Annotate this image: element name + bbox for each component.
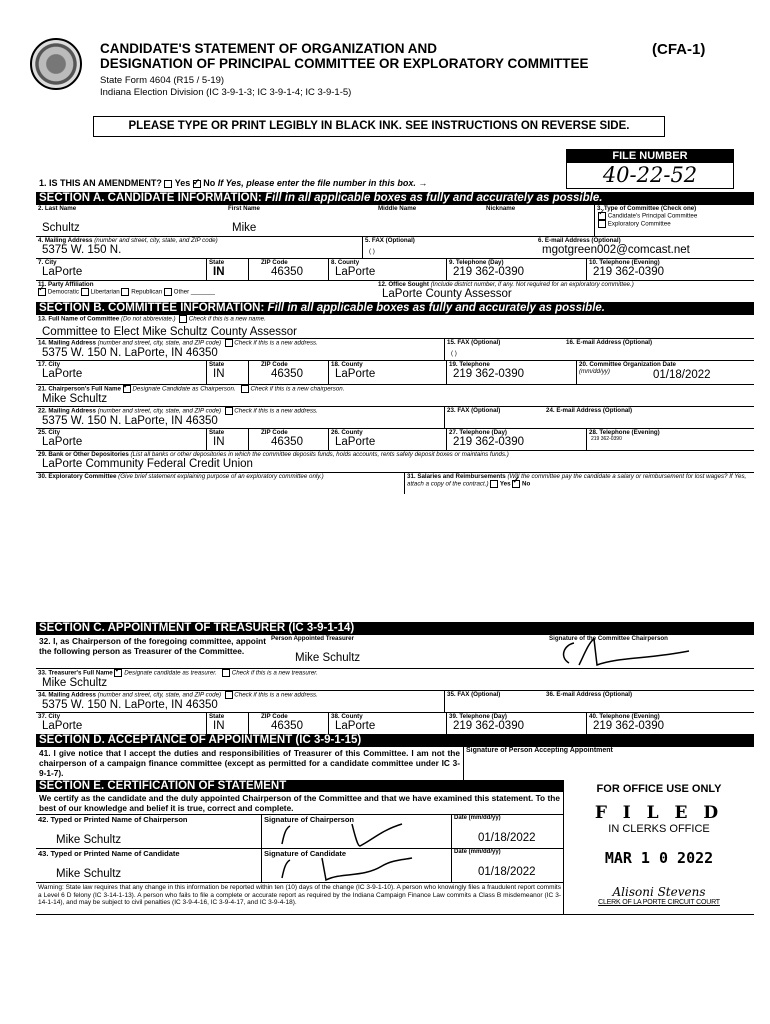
office-sought-label: 12. Office Sought	[378, 281, 429, 288]
party-democratic-label: Democratic	[47, 288, 80, 296]
amendment-yes-label: Yes	[174, 178, 191, 188]
clerk-signature: Alisoni Stevens	[612, 885, 706, 899]
candidate-name-row	[36, 204, 754, 236]
chair-mailing-field[interactable]: 5375 W. 150 N. LaPorte, IN 46350	[42, 415, 218, 427]
bank-label: 29. Bank or Other Depositories	[38, 451, 129, 458]
form-subtitle: State Form 4604 (R15 / 5-19) Indiana Election Division (IC 3-9-1-3; IC 3-9-1-4; IC 3-9-1-5)	[100, 75, 352, 98]
candidate-sig-label: Signature of Candidate	[264, 849, 347, 858]
county-label: 8. County	[331, 259, 360, 266]
chair-printed-name-label: 42. Typed or Printed Name of Chairperson	[38, 815, 188, 824]
appointment-statement: 32. I, as Chairperson of the foregoing committee, appoint the following person as Treasurer of the Committee.	[39, 636, 266, 656]
treasurer-county-label: 38. County	[331, 713, 363, 720]
arrow-icon: →	[418, 178, 428, 188]
chair-mailing-row: 22. Mailing Address (number and street, city, state, and ZIP code) Check if this is a new address. 5375 W. 150 N. LaPorte, IN 46350 23. FAX (Optional) 24. E-mail Address (Optional)	[36, 406, 754, 428]
candidate-date-label: Date (mm/dd/yy)	[454, 849, 501, 855]
amendment-note: If Yes, please enter the file number in this box.	[217, 178, 416, 188]
instructions-banner: PLEASE TYPE OR PRINT LEGIBLY IN BLACK INK. SEE INSTRUCTIONS ON REVERSE SIDE.	[93, 116, 665, 137]
principal-committee-label: Candidate's Principal Committee	[607, 212, 698, 220]
chairperson-row: 21. Chairperson's Full Name ✓ Designate Candidate as Chairperson. Check if this is a new chairperson. Mike Schultz	[36, 384, 754, 406]
committee-name-label: 13. Full Name of Committee	[38, 315, 120, 323]
party-democratic-checkbox[interactable]	[38, 288, 46, 296]
chair-telephone-evening-label: 28. Telephone (Evening)	[589, 429, 660, 436]
appointed-treasurer-field[interactable]: Mike Schultz	[295, 652, 361, 664]
chair-city-field[interactable]: LaPorte	[42, 436, 83, 448]
chair-certification-signature[interactable]	[262, 820, 451, 848]
acceptance-signature-label: Signature of Person Accepting Appointment	[466, 747, 613, 754]
chair-email-label: 24. E-mail Address (Optional)	[546, 407, 633, 414]
committee-city-field[interactable]: LaPorte	[42, 368, 83, 380]
treasurer-county-field[interactable]: LaPorte	[335, 720, 376, 732]
chair-signature[interactable]	[549, 637, 709, 667]
exploratory-label: 30. Exploratory Committee	[38, 473, 117, 480]
chair-mailing-label: 22. Mailing Address	[38, 407, 96, 415]
chair-county-field[interactable]: LaPorte	[335, 436, 376, 448]
section-c-header: SECTION C. APPOINTMENT OF TREASURER (IC 3-9-1-14)	[36, 622, 754, 634]
treasurer-city-row	[36, 712, 754, 734]
chair-telephone-evening-field[interactable]: 219 362-0390	[591, 436, 622, 442]
amendment-no-label: No	[203, 178, 216, 188]
chair-county-label: 26. County	[331, 429, 363, 436]
amendment-row	[36, 172, 566, 192]
chair-telephone-day-label: 27. Telephone (Day)	[449, 429, 507, 436]
middle-name-label: Middle Name	[378, 205, 417, 212]
committee-new-name-checkbox[interactable]	[179, 315, 187, 323]
party-republican-label: Republican	[131, 288, 163, 296]
organization-date-field[interactable]: 01/18/2022	[653, 369, 711, 381]
acceptance-row	[36, 746, 754, 780]
treasurer-state-label: State	[209, 713, 225, 720]
committee-zip-field[interactable]: 46350	[271, 368, 303, 380]
mailing-address-label: 4. Mailing Address	[38, 237, 93, 244]
chair-city-label: 25. City	[38, 429, 61, 436]
first-name-field[interactable]: Mike	[232, 222, 257, 234]
certification-statement: We certify as the candidate and the duly appointed Chairperson of the Committee and that we have examined this statement. To the best of our knowledge and belief it is true, correct and complete.	[39, 793, 560, 813]
treasurer-row: 33. Treasurer's Full Name ✓ Designate candidate as treasurer. Check if this is a new treasurer. Mike Schultz	[36, 668, 754, 690]
section-b-header: SECTION B. COMMITTEE INFORMATION: Fill in all applicable boxes as fully and accurately as possible.	[36, 302, 754, 314]
committee-telephone-label: 19. Telephone	[449, 361, 490, 368]
telephone-evening-field[interactable]: 219 362-0390	[593, 266, 664, 278]
certification-row	[36, 792, 563, 814]
chair-telephone-day-field[interactable]: 219 362-0390	[453, 436, 524, 448]
party-label: 11. Party Affiliation	[38, 281, 94, 288]
amendment-yes-checkbox[interactable]	[164, 180, 172, 188]
last-name-label: 2. Last Name	[38, 205, 77, 212]
candidate-certification-row	[36, 848, 563, 882]
filed-date-stamp: MAR 1 0 2022	[604, 849, 714, 867]
email-field[interactable]: mgotgreen002@comcast.net	[542, 244, 690, 256]
chair-certification-row	[36, 814, 563, 848]
committee-mailing-label: 14. Mailing Address	[38, 339, 96, 347]
email-label: 6. E-mail Address (Optional)	[538, 237, 621, 244]
treasurer-city-field[interactable]: LaPorte	[42, 720, 83, 732]
amendment-no-checkbox[interactable]	[193, 180, 201, 188]
city-field[interactable]: LaPorte	[42, 266, 83, 278]
filed-stamp: F I L E D	[594, 803, 724, 823]
committee-county-field[interactable]: LaPorte	[335, 368, 376, 380]
zip-label: ZIP Code	[261, 259, 288, 266]
clerk-office-stamp: IN CLERKS OFFICE	[608, 823, 710, 835]
committee-fax-label: 15. FAX (Optional)	[447, 339, 501, 346]
committee-telephone-field[interactable]: 219 362-0390	[453, 368, 524, 380]
candidate-city-row	[36, 258, 754, 280]
exploratory-committee-label: Exploratory Committee	[607, 220, 671, 228]
form-code: (CFA-1)	[652, 41, 706, 58]
fax-field[interactable]: ( )	[369, 248, 375, 255]
chair-date-field[interactable]: 01/18/2022	[478, 832, 536, 844]
office-sought-field[interactable]: LaPorte County Assessor	[382, 288, 512, 300]
form-title: CANDIDATE'S STATEMENT OF ORGANIZATION AND DESIGNATION OF PRINCIPAL COMMITTEE OR EXPLORATORY COMMITTEE	[100, 41, 589, 71]
candidate-signature[interactable]	[262, 854, 451, 882]
chair-zip-field[interactable]: 46350	[271, 436, 303, 448]
committee-name-row: 13. Full Name of Committee (Do not abbreviate.) Check if this is a new name. Committee to Elect Mike Schultz County Assessor	[36, 314, 754, 338]
committee-email-label: 16. E-mail Address (Optional)	[566, 339, 653, 346]
chair-date-label: Date (mm/dd/yy)	[454, 815, 501, 821]
committee-new-address-checkbox[interactable]	[225, 339, 233, 347]
party-libertarian-label: Libertarian	[90, 288, 120, 296]
file-number-value[interactable]: 40-22-52	[602, 163, 698, 187]
salary-yes-label: Yes	[499, 480, 511, 488]
section-d-header: SECTION D. ACCEPTANCE OF APPOINTMENT (IC 3-9-1-15)	[36, 734, 754, 746]
bank-row: 29. Bank or Other Depositories (List all banks or other depositories in which the committee deposits funds, holds accounts, rents safety deposit boxes or maintains funds.) LaPorte Community Federal Credit Union	[36, 450, 754, 472]
treasurer-zip-label: ZIP Code	[261, 713, 288, 720]
chair-sig-label: Signature of Chairperson	[264, 815, 355, 824]
state-seal-icon	[30, 38, 82, 90]
chair-fax-label: 23. FAX (Optional)	[447, 407, 501, 414]
state-label: State	[209, 259, 225, 266]
salary-no-label: No	[522, 480, 531, 488]
chairperson-field[interactable]: Mike Schultz	[42, 393, 108, 405]
appointed-treasurer-label: Person Appointed Treasurer	[271, 635, 354, 642]
section-a-header: SECTION A. CANDIDATE INFORMATION: Fill in all applicable boxes as fully and accurately as possible.	[36, 192, 754, 204]
candidate-printed-name-label: 43. Typed or Printed Name of Candidate	[38, 849, 180, 858]
section-e-header: SECTION E. CERTIFICATION OF STATEMENT	[36, 780, 563, 792]
chair-city-row	[36, 428, 754, 450]
treasurer-fax-label: 35. FAX (Optional)	[447, 691, 501, 698]
treasurer-city-label: 37. City	[38, 713, 61, 720]
treasurer-new-checkbox[interactable]	[222, 669, 230, 677]
treasurer-email-label: 36. E-mail Address (Optional)	[546, 691, 633, 698]
telephone-day-field[interactable]: 219 362-0390	[453, 266, 524, 278]
organization-date-format: (mm/dd/yy)	[579, 368, 610, 375]
office-use-label: FOR OFFICE USE ONLY	[596, 783, 722, 795]
party-other-label: Other _______	[173, 288, 215, 296]
committee-type-label: 3. Type of Committee (Check one)	[597, 205, 697, 212]
city-label: 7. City	[38, 259, 57, 266]
form-body	[36, 172, 754, 1014]
treasurer-telephone-day-field[interactable]: 219 362-0390	[453, 720, 524, 732]
treasurer-mailing-field[interactable]: 5375 W. 150 N. LaPorte, IN 46350	[42, 699, 218, 711]
treasurer-designate-checkbox[interactable]	[114, 669, 122, 677]
acceptance-statement: 41. I give notice that I accept the duties and responsibilities of Treasurer of this Committee. I am not the chairperson of a campaign finance committee (except as permitted for a candidate committee under IC 3-9-1-7).	[39, 748, 460, 778]
telephone-evening-label: 10. Telephone (Evening)	[589, 259, 660, 266]
treasurer-mailing-row: 34. Mailing Address (number and street, city, state, and ZIP code) Check if this is a new address. 5375 W. 150 N. LaPorte, IN 46350 35. FAX (Optional) 36. E-mail Address (Optional)	[36, 690, 754, 712]
treasurer-field[interactable]: Mike Schultz	[42, 677, 108, 689]
treasurer-mailing-label: 34. Mailing Address	[38, 691, 96, 699]
salary-yes-checkbox[interactable]	[490, 480, 498, 488]
chair-state-label: State	[209, 429, 225, 436]
party-office-row: 11. Party Affiliation ✓ Democratic Libertarian Republican Other _______ 12. Office Sought (Include district number, if any. Not required for an exploratory committee.) LaPorte County Assessor	[36, 280, 754, 302]
fax-label: 5. FAX (Optional)	[365, 237, 415, 244]
office-use-box	[563, 780, 754, 914]
chair-zip-label: ZIP Code	[261, 429, 288, 436]
committee-city-label: 17. City	[38, 361, 61, 368]
candidate-date-field[interactable]: 01/18/2022	[478, 866, 536, 878]
state-field[interactable]: IN	[213, 266, 225, 278]
committee-state-field[interactable]: IN	[213, 368, 225, 380]
organization-date-label: 20. Committee Organization Date	[579, 361, 676, 368]
appointment-row	[36, 634, 754, 668]
chair-new-checkbox[interactable]	[241, 385, 249, 393]
chair-designate-checkbox[interactable]	[123, 385, 131, 393]
treasurer-zip-field[interactable]: 46350	[271, 720, 303, 732]
exploratory-row: 30. Exploratory Committee (Give brief statement explaining purpose of an exploratory committee only.) 31. Salaries and Reimbursements (Will the committee pay the candidate a salary or reimbursement for lost wages? If Yes, attach a copy of the contract.) Yes ✓ No	[36, 472, 754, 494]
last-name-field[interactable]: Schultz	[42, 222, 80, 234]
salary-no-checkbox[interactable]	[512, 480, 520, 488]
treasurer-state-field[interactable]: IN	[213, 720, 225, 732]
party-other-checkbox[interactable]	[164, 288, 172, 296]
treasurer-telephone-evening-field[interactable]: 219 362-0390	[593, 720, 664, 732]
treasurer-new-address-checkbox[interactable]	[225, 691, 233, 699]
zip-field[interactable]: 46350	[271, 266, 303, 278]
committee-fax-field[interactable]: ( )	[451, 350, 457, 357]
salary-label: 31. Salaries and Reimbursements	[407, 473, 506, 480]
county-field[interactable]: LaPorte	[335, 266, 376, 278]
candidate-printed-name-field[interactable]: Mike Schultz	[56, 868, 122, 880]
chair-printed-name-field[interactable]: Mike Schultz	[56, 834, 122, 846]
clerk-title: CLERK OF LA PORTE CIRCUIT COURT	[598, 899, 720, 906]
chair-state-field[interactable]: IN	[213, 436, 225, 448]
committee-county-label: 18. County	[331, 361, 363, 368]
form-bottom-border	[36, 914, 754, 915]
chair-signature-label: Signature of the Committee Chairperson	[549, 635, 668, 642]
warning-text: Warning: State law requires that any change in this information be reported within ten (10) days of the change (IC 3-9-1-10). A person who knowingly files a fraudulent report commits a Level 6 D felony (IC 3-14-1-13). A person who fails to file a complete or accurate report as required by the Indiana Campaign Finance Law commits a Class B misdemeanor (IC 3-14-1-14), and may be subject to civil penalties (IC 3-9-4-16, IC 3-9-4-17, and IC 3-9-4-18).	[38, 884, 561, 906]
warning-row	[36, 882, 563, 914]
committee-mailing-row: 14. Mailing Address (number and street, city, state, and ZIP code) Check if this is a new address. 5375 W. 150 N. LaPorte, IN 46350 15. FAX (Optional) ( ) 16. E-mail Address (Optional)	[36, 338, 754, 360]
mailing-address-field[interactable]: 5375 W. 150 N.	[42, 244, 122, 256]
amendment-label: 1. IS THIS AN AMENDMENT?	[39, 178, 162, 188]
treasurer-label: 33. Treasurer's Full Name	[38, 669, 113, 677]
candidate-mailing-row: 4. Mailing Address (number and street, city, state, and ZIP code) 5375 W. 150 N. 5. FAX (Optional) ( ) 6. E-mail Address (Optional) mgotgreen002@comcast.net	[36, 236, 754, 258]
file-number-label: FILE NUMBER	[567, 150, 733, 163]
exploratory-committee-checkbox[interactable]	[598, 220, 606, 228]
committee-state-label: State	[209, 361, 225, 368]
committee-name-field[interactable]: Committee to Elect Mike Schultz County Assessor	[42, 326, 298, 338]
treasurer-telephone-evening-label: 40. Telephone (Evening)	[589, 713, 660, 720]
party-libertarian-checkbox[interactable]	[81, 288, 89, 296]
committee-mailing-field[interactable]: 5375 W. 150 N. LaPorte, IN 46350	[42, 347, 218, 359]
principal-committee-checkbox[interactable]	[598, 212, 606, 220]
first-name-label: First Name	[228, 205, 260, 212]
treasurer-telephone-day-label: 39. Telephone (Day)	[449, 713, 507, 720]
party-republican-checkbox[interactable]	[121, 288, 129, 296]
nickname-label: Nickname	[486, 205, 516, 212]
telephone-day-label: 9. Telephone (Day)	[449, 259, 504, 266]
committee-zip-label: ZIP Code	[261, 361, 288, 368]
chair-new-address-checkbox[interactable]	[225, 407, 233, 415]
bank-field[interactable]: LaPorte Community Federal Credit Union	[42, 458, 253, 470]
chairperson-label: 21. Chairperson's Full Name	[38, 385, 121, 393]
committee-city-row	[36, 360, 754, 384]
